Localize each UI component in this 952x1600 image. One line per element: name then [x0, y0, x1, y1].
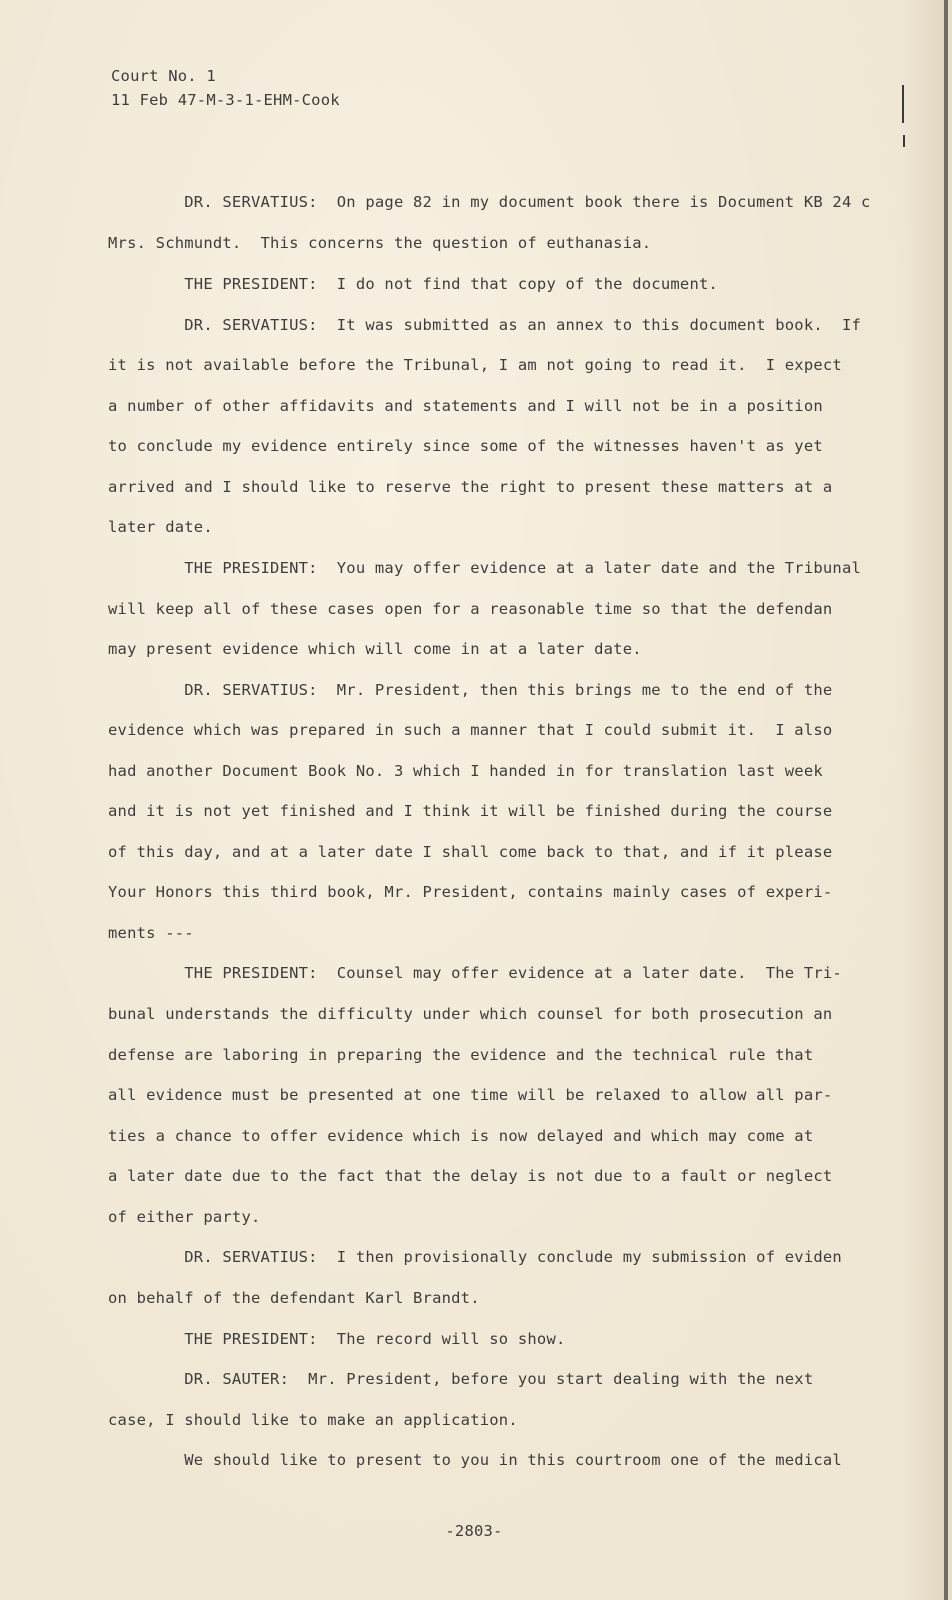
page-edge-shadow: [902, 0, 948, 1600]
body-line: defense are laboring in preparing the evidence and the technical rule that: [108, 1046, 814, 1064]
body-line: all evidence must be presented at one time will be relaxed to allow all par-: [108, 1086, 833, 1104]
body-line: bunal understands the difficulty under which counsel for both prosecution an: [108, 1005, 833, 1023]
body-line: THE PRESIDENT: I do not find that copy of the document.: [108, 275, 719, 293]
body-line: THE PRESIDENT: You may offer evidence at a later date and the Tribunal: [108, 559, 862, 577]
body-line: ments ---: [108, 924, 194, 942]
binding-mark: [903, 135, 905, 147]
document-reference: 11 Feb 47-M-3-1-EHM-Cook: [111, 91, 340, 109]
body-line: may present evidence which will come in at a later date.: [108, 640, 642, 658]
body-line: to conclude my evidence entirely since some of the witnesses haven't as yet: [108, 437, 823, 455]
body-line: a number of other affidavits and statements and I will not be in a position: [108, 397, 823, 415]
body-line: Your Honors this third book, Mr. President, contains mainly cases of experi-: [108, 883, 833, 901]
body-line: Mrs. Schmundt. This concerns the question of euthanasia.: [108, 234, 652, 252]
page-number: -2803-: [445, 1522, 503, 1540]
body-line: DR. SAUTER: Mr. President, before you start dealing with the next: [108, 1370, 814, 1388]
page-edge-strip: [944, 0, 948, 1600]
body-line: had another Document Book No. 3 which I handed in for translation last week: [108, 762, 823, 780]
court-number: Court No. 1: [111, 67, 216, 85]
body-line: ties a chance to offer evidence which is now delayed and which may come at: [108, 1127, 814, 1145]
body-line: of this day, and at a later date I shall come back to that, and if it please: [108, 843, 833, 861]
body-line: THE PRESIDENT: Counsel may offer evidence at a later date. The Tri-: [108, 964, 842, 982]
body-line: DR. SERVATIUS: Mr. President, then this brings me to the end of the: [108, 681, 833, 699]
body-line: case, I should like to make an application.: [108, 1411, 518, 1429]
body-line: DR. SERVATIUS: It was submitted as an annex to this document book. If: [108, 316, 862, 334]
body-line: on behalf of the defendant Karl Brandt.: [108, 1289, 480, 1307]
body-line: a later date due to the fact that the delay is not due to a fault or neglect: [108, 1167, 833, 1185]
body-line: THE PRESIDENT: The record will so show.: [108, 1330, 566, 1348]
body-line: We should like to present to you in this courtroom one of the medical: [108, 1451, 842, 1469]
body-line: will keep all of these cases open for a reasonable time so that the defendan: [108, 600, 833, 618]
body-line: arrived and I should like to reserve the right to present these matters at a: [108, 478, 833, 496]
body-line: of either party.: [108, 1208, 261, 1226]
binding-mark: [902, 85, 904, 123]
body-line: and it is not yet finished and I think it will be finished during the course: [108, 802, 833, 820]
body-line: DR. SERVATIUS: I then provisionally conclude my submission of eviden: [108, 1248, 842, 1266]
body-line: it is not available before the Tribunal, I am not going to read it. I expect: [108, 356, 842, 374]
body-line: evidence which was prepared in such a manner that I could submit it. I also: [108, 721, 833, 739]
body-line: later date.: [108, 518, 213, 536]
body-line: DR. SERVATIUS: On page 82 in my document book there is Document KB 24 c: [108, 193, 871, 211]
